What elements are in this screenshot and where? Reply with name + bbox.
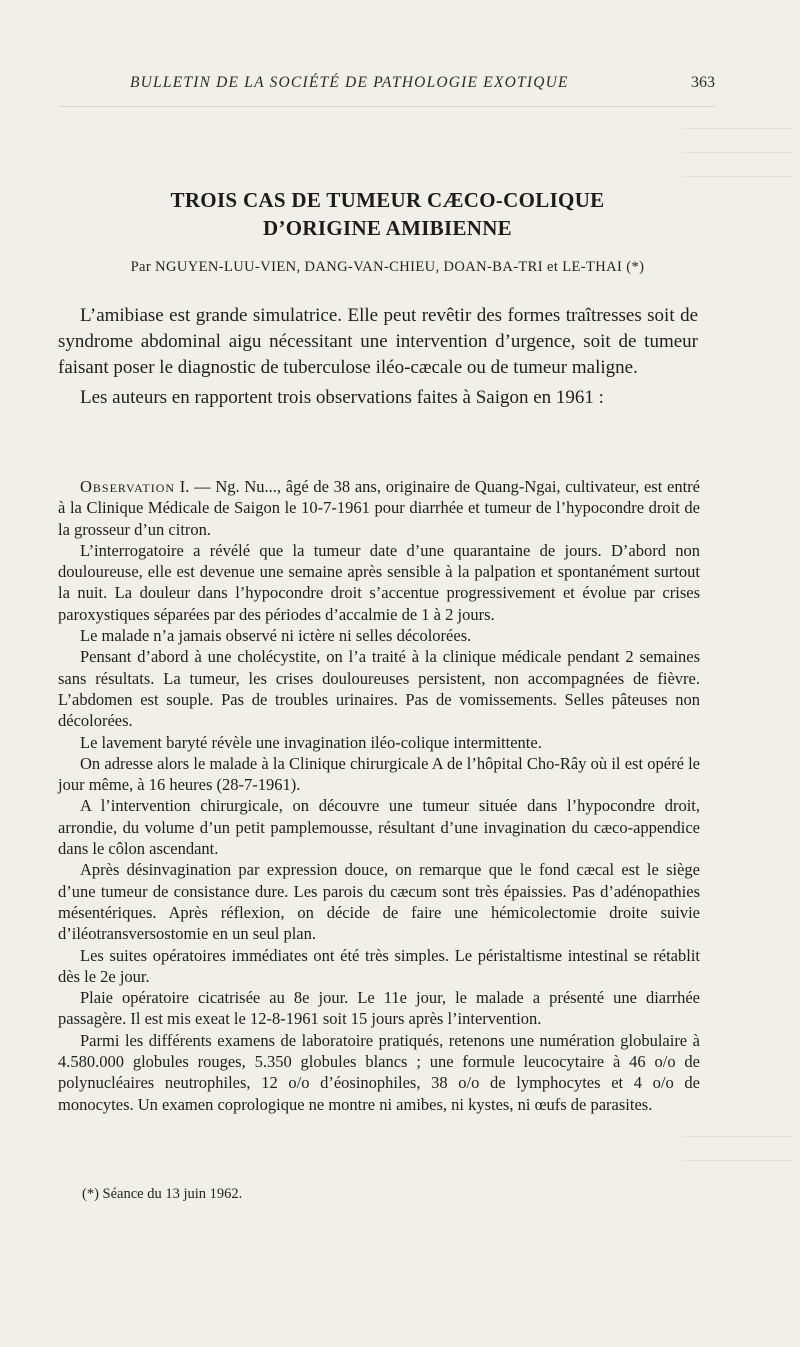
abstract-paragraph: L’amibiase est grande simulatrice. Elle peut revêtir des formes traîtresses soit de syndrome abdominal aigu nécessitant une intervention d’urgence, soit de tumeur faisant poser le diagnostic de tuberculose iléo-cæcale ou de tumeur maligne. (58, 305, 698, 378)
abstract (58, 303, 698, 411)
body-paragraph: Après désinvagination par expression douce, on remarque que le fond cæcal est le siège d’une tumeur de consistance dure. Les parois du cæcum sont très épaissies. Pas d’adénopathies mésentériques. Après réflexion, on décide de faire une hémicolectomie droite suivie d’iléotransversostomie en un seul plan. (58, 860, 700, 944)
abstract-paragraph: Les auteurs en rapportent trois observations faites à Saigon en 1961 : (80, 387, 604, 408)
page-number: 363 (691, 74, 715, 91)
running-head (60, 74, 715, 100)
body-paragraph: On adresse alors le malade à la Clinique chirurgicale A de l’hôpital Cho-Rây où il est opéré le jour même, à 16 heures (28-7-1961). (58, 753, 700, 795)
observation-label: Observation (80, 477, 176, 496)
show-through-mark (682, 176, 792, 177)
body-paragraph: Plaie opératoire cicatrisée au 8e jour. Le 11e jour, le malade a présenté une diarrhée passagère. Il est mis exeat le 12-8-1961 soit 15 jours après l’intervention. (58, 988, 700, 1029)
footnote: (*) Séance du 13 juin 1962. (82, 1186, 243, 1202)
show-through-mark (682, 152, 792, 153)
body-paragraph: Le lavement baryté révèle une invagination iléo-colique intermittente. (80, 732, 542, 752)
body-paragraph: Parmi les différents examens de laboratoire pratiqués, retenons une numération globulaire à 4.580.000 globules rouges, 5.350 globules blancs ; une formule leucocytaire à 46 o/o de polynucléaires neutrophiles, 12 o/o d’éosinophiles, 38 o/o de lymphocytes et 4 o/o de monocytes. Un examen coprologique ne montre ni amibes, ni kystes, ni œufs de parasites. (58, 1030, 700, 1114)
body-paragraph: Les suites opératoires immédiates ont été très simples. Le péristaltisme intestinal se rétablit dès le 2e jour. (58, 945, 700, 986)
show-through-mark (682, 1136, 792, 1137)
title-line-1: TROIS CAS DE TUMEUR CÆCO-COLIQUE (170, 188, 605, 212)
show-through-mark (682, 1160, 792, 1161)
observation-body (58, 476, 700, 1115)
observation-lead: I. — Ng. Nu..., âgé de 38 ans, originaire de Quang-Ngai, cultivateur, est entré à la Clinique Médicale de Saigon le 10-7-1961 pour diarrhée et tumeur de l’hypocondre droit de la grosseur d’un citron. (58, 477, 700, 539)
body-paragraph: L’interrogatoire a révélé que la tumeur date d’une quarantaine de jours. D’abord non douloureuse, elle est devenue une semaine après sensible à la palpation et spontanément surtout la nuit. La douleur dans l’hypocondre droit s’accentue progressivement et évolue par crises paroxystiques séparées par des périodes d’accalmie de 1 à 2 jours. (58, 540, 700, 624)
journal-title: BULLETIN DE LA SOCIÉTÉ DE PATHOLOGIE EXOTIQUE (130, 74, 569, 91)
authors-line: Par NGUYEN-LUU-VIEN, DANG-VAN-CHIEU, DOAN-BA-TRI et LE-THAI (*) (130, 259, 645, 275)
article-title (60, 186, 715, 242)
body-paragraph: Pensant d’abord à une cholécystite, on l’a traité à la clinique médicale pendant 2 semaines sans résultats. La tumeur, les crises douloureuses persistent, non accompagnées de fièvre. L’abdomen est souple. Pas de troubles urinaires. Pas de vomissements. Selles pâteuses non décolorées. (58, 647, 700, 731)
header-rule (60, 106, 715, 107)
observation-lead-paragraph (58, 476, 700, 540)
body-paragraph: Le malade n’a jamais observé ni ictère ni selles décolorées. (80, 626, 472, 646)
show-through-mark (682, 128, 792, 129)
title-line-2: D’ORIGINE AMIBIENNE (263, 216, 512, 240)
body-paragraph: A l’intervention chirurgicale, on découvre une tumeur située dans l’hypocondre droit, arrondie, du volume d’un petit pamplemousse, résultant d’une invagination du cæco-appendice dans le côlon ascendant. (58, 796, 700, 859)
